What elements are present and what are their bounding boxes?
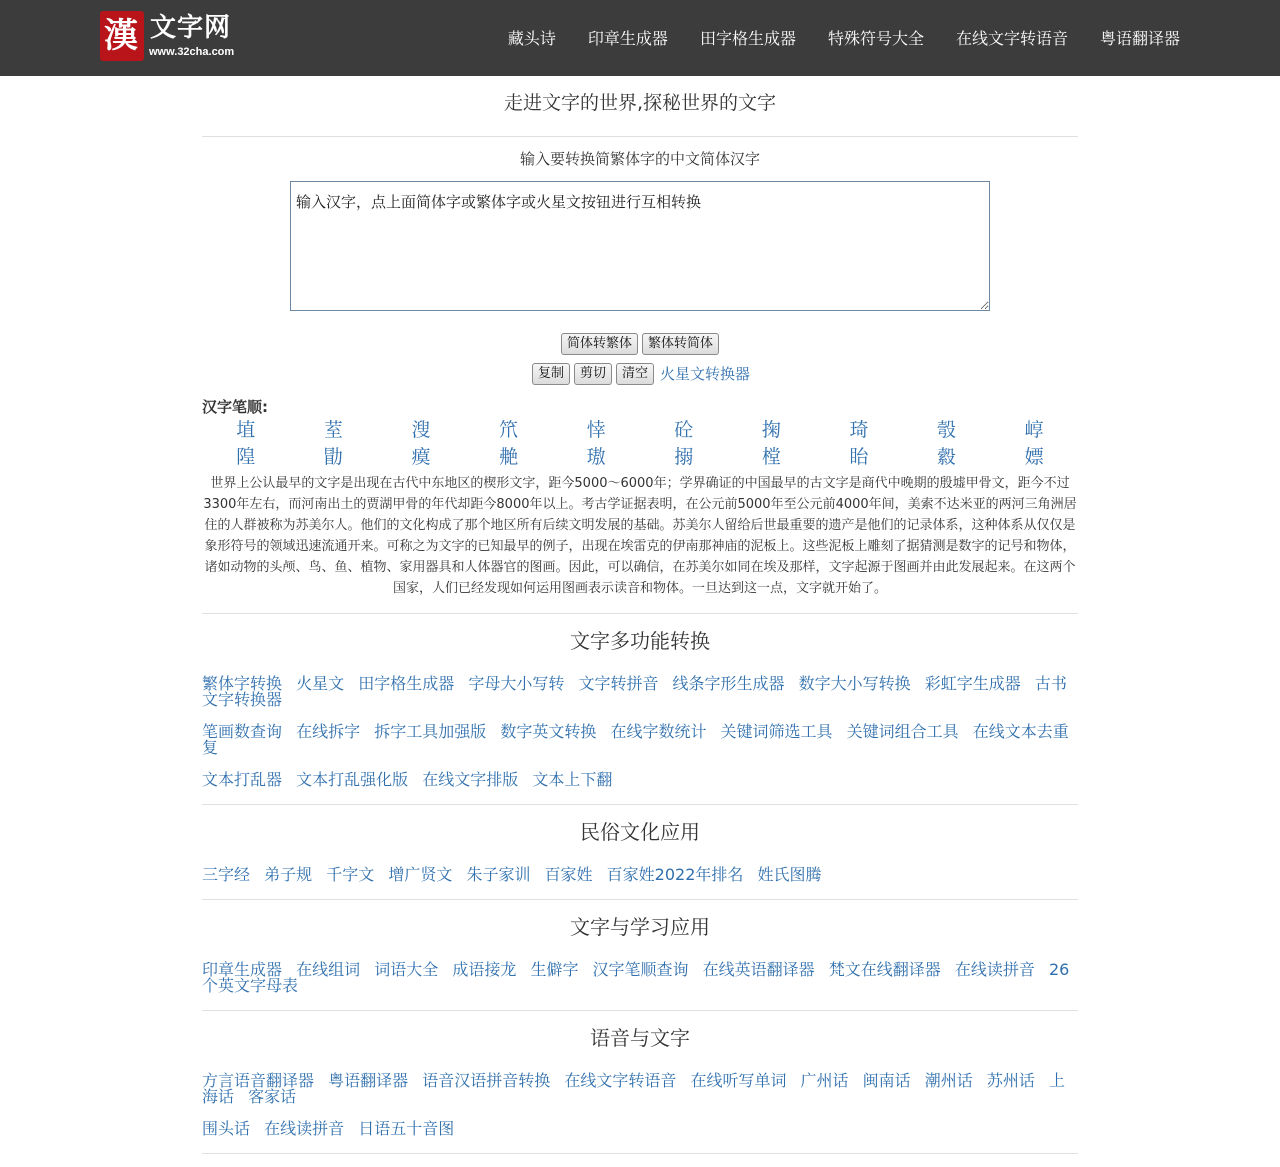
nav-link-text-to-speech[interactable]: 在线文字转语音 (955, 29, 1068, 48)
tool-link[interactable]: 数字大小写转换 (798, 674, 911, 693)
section-title-text-conversion: 文字多功能转换 (570, 629, 710, 653)
stroke-char-link[interactable]: 埴 (236, 419, 256, 441)
stroke-order-grid (202, 417, 1078, 471)
tool-link[interactable]: 26个英文字母表 (202, 960, 1070, 995)
section-links-text-conversion (202, 676, 1078, 788)
tool-link[interactable]: 苏州话 (986, 1071, 1035, 1090)
tool-link[interactable]: 文本打乱器 (202, 770, 283, 789)
tool-link[interactable]: 在线组词 (296, 960, 361, 979)
stroke-char-link[interactable]: 悻 (586, 419, 606, 441)
mars-text-converter-link[interactable]: 火星文转换器 (660, 365, 751, 383)
converter-label: 输入要转换简繁体字的中文简体汉字 (519, 150, 760, 168)
tool-link[interactable]: 客家话 (248, 1087, 297, 1106)
tool-link[interactable]: 弟子规 (264, 865, 313, 884)
stroke-char-link[interactable]: 眙 (849, 446, 869, 468)
tool-link[interactable]: 广州话 (800, 1071, 849, 1090)
tool-link[interactable]: 闽南话 (862, 1071, 911, 1090)
divider (202, 804, 1078, 805)
tool-link[interactable]: 印章生成器 (202, 960, 283, 979)
top-navbar (0, 0, 1280, 76)
divider (202, 613, 1078, 614)
section-title-learning: 文字与学习应用 (570, 915, 710, 939)
tool-link[interactable]: 百家姓 (544, 865, 593, 884)
traditional-to-simplified-button[interactable]: 繁体转简体 (642, 333, 719, 355)
section-links-speech (202, 1073, 1078, 1137)
tool-link[interactable]: 在线听写单词 (690, 1071, 787, 1090)
tool-link[interactable]: 增广贤文 (388, 865, 453, 884)
divider (202, 1153, 1078, 1154)
nav-link-cantonese-translator[interactable]: 粤语翻译器 (1099, 29, 1180, 48)
copy-button[interactable]: 复制 (532, 363, 570, 385)
tool-link[interactable]: 线条字形生成器 (672, 674, 785, 693)
divider (202, 1010, 1078, 1011)
tool-link[interactable]: 梵文在线翻译器 (828, 960, 941, 979)
tool-link[interactable]: 词语大全 (374, 960, 439, 979)
main-nav (476, 27, 1180, 51)
tool-link[interactable]: 在线英语翻译器 (702, 960, 815, 979)
tool-link[interactable]: 三字经 (202, 865, 251, 884)
stroke-char-link[interactable]: 崞 (1024, 419, 1044, 441)
divider (202, 136, 1078, 137)
tool-link[interactable]: 关键词筛选工具 (720, 722, 833, 741)
stroke-order-title: 汉字笔顺: (202, 398, 268, 416)
tool-link[interactable]: 姓氏图腾 (757, 865, 822, 884)
tool-link[interactable]: 粤语翻译器 (328, 1071, 409, 1090)
stroke-char-link[interactable]: 掬 (761, 419, 781, 441)
nav-link-special-symbols[interactable]: 特殊符号大全 (827, 29, 924, 48)
stroke-char-link[interactable]: 璈 (586, 446, 606, 468)
tool-link[interactable]: 田字格生成器 (358, 674, 455, 693)
tool-link[interactable]: 生僻字 (530, 960, 579, 979)
section-title-speech: 语音与文字 (590, 1026, 690, 1050)
tool-link[interactable]: 潮州话 (924, 1071, 973, 1090)
stroke-char-link[interactable]: 勖 (323, 446, 343, 468)
stroke-char-link[interactable]: 縠 (937, 446, 957, 468)
page-title: 走进文字的世界,探秘世界的文字 (503, 92, 777, 114)
tool-link[interactable]: 文本上下翻 (532, 770, 613, 789)
main-content (202, 76, 1078, 1154)
site-logo[interactable] (100, 11, 240, 61)
divider (202, 899, 1078, 900)
nav-link-acrostic[interactable]: 藏头诗 (507, 29, 556, 48)
tool-link[interactable]: 在线文字转语音 (564, 1071, 677, 1090)
tool-link[interactable]: 文本打乱强化版 (296, 770, 409, 789)
clear-button[interactable]: 清空 (616, 363, 654, 385)
convert-buttons (202, 333, 1078, 355)
logo-name: 文字网 (150, 13, 232, 43)
tool-link[interactable]: 千字文 (326, 865, 375, 884)
tool-link[interactable]: 在线字数统计 (610, 722, 707, 741)
tool-link[interactable]: 拆字工具加强版 (374, 722, 487, 741)
intro-paragraph: 世界上公认最早的文字是出现在古代中东地区的楔形文字，距今5000～6000年；学界确证的中国最早的古文字是商代中晚期的殷墟甲骨文，距今不过3300年左右，而河南出土的贾湖甲骨的年代却距今8000年以上。考古学证据表明，在公元前5000年至公元前4000年间，美索不达米亚的两河三角洲居住的人群被称为苏美尔人。他们的文化构成了那个地区所有后续文明发展的基础。苏美尔人留给后世最重要的遗产是他们的记录体系，这种体系从仅仅是象形符号的领域迅速流通开来。可称之为文字的已知最早的例子，出现在埃雷克的伊南那神庙的泥板上。这些泥板上雕刻了据猜测是数字的记号和物体，诸如动物的头颅、鸟、鱼、植物、家用器具和人体器官的图画。因此，可以确信，在苏美尔如同在埃及那样，文字起源于图画并由此发展起来。在这两个国家，人们已经发现如何运用图画表示读音和物体。一旦达到这一点，文字就开始了。 (203, 476, 1077, 596)
tool-link[interactable]: 古书文字转换器 (202, 674, 1067, 709)
tool-link[interactable]: 文字转拼音 (578, 674, 659, 693)
tool-link[interactable]: 在线读拼音 (264, 1119, 345, 1138)
tool-link[interactable]: 笔画数查询 (202, 722, 283, 741)
stroke-char-link[interactable]: 荎 (323, 419, 343, 441)
stroke-char-link[interactable]: 瘼 (411, 446, 431, 468)
converter-textarea[interactable] (290, 181, 990, 311)
stroke-char-link[interactable]: 彀 (937, 419, 957, 441)
section-links-folk-culture (202, 867, 1078, 883)
tool-link[interactable]: 在线文字排版 (422, 770, 519, 789)
stroke-char-link[interactable]: 砼 (674, 419, 694, 441)
stroke-char-link[interactable]: 笊 (499, 419, 519, 441)
logo-url: www.32cha.com (149, 46, 235, 58)
logo-seal-icon: 漢 (100, 11, 144, 61)
edit-buttons (202, 363, 1078, 385)
tool-link[interactable]: 汉字笔顺查询 (592, 960, 689, 979)
stroke-char-link[interactable]: 樘 (761, 446, 781, 468)
simplified-to-traditional-button[interactable]: 简体转繁体 (561, 333, 638, 355)
tool-link[interactable]: 上海话 (202, 1071, 1065, 1106)
tool-link[interactable]: 语音汉语拼音转换 (422, 1071, 551, 1090)
stroke-char-link[interactable]: 嫖 (1024, 446, 1044, 468)
section-title-folk-culture: 民俗文化应用 (580, 820, 700, 844)
tool-link[interactable]: 日语五十音图 (358, 1119, 455, 1138)
stroke-char-link[interactable]: 琦 (849, 419, 869, 441)
nav-link-grid-generator[interactable]: 田字格生成器 (699, 29, 796, 48)
tool-link[interactable]: 方言语音翻译器 (202, 1071, 315, 1090)
nav-link-seal-generator[interactable]: 印章生成器 (587, 29, 668, 48)
tool-link[interactable]: 围头话 (202, 1119, 251, 1138)
tool-link[interactable]: 在线拆字 (296, 722, 361, 741)
section-links-learning (202, 962, 1078, 994)
tool-link[interactable]: 百家姓2022年排名 (606, 865, 744, 884)
tool-link[interactable]: 繁体字转换 (202, 674, 283, 693)
stroke-char-link[interactable]: 隍 (236, 446, 256, 468)
tool-link[interactable]: 朱子家训 (466, 865, 531, 884)
tool-link[interactable]: 成语接龙 (452, 960, 517, 979)
stroke-char-link[interactable]: 搦 (674, 446, 694, 468)
tool-link[interactable]: 关键词组合工具 (846, 722, 959, 741)
tool-link[interactable]: 彩虹字生成器 (924, 674, 1021, 693)
stroke-char-link[interactable]: 溲 (411, 419, 431, 441)
tool-link[interactable]: 数字英文转换 (500, 722, 597, 741)
tool-link[interactable]: 字母大小写转 (468, 674, 565, 693)
tool-link[interactable]: 在线读拼音 (954, 960, 1035, 979)
cut-button[interactable]: 剪切 (574, 363, 612, 385)
tool-link[interactable]: 火星文 (296, 674, 345, 693)
tool-link[interactable]: 在线文本去重复 (202, 722, 1069, 757)
stroke-char-link[interactable]: 艴 (499, 446, 519, 468)
